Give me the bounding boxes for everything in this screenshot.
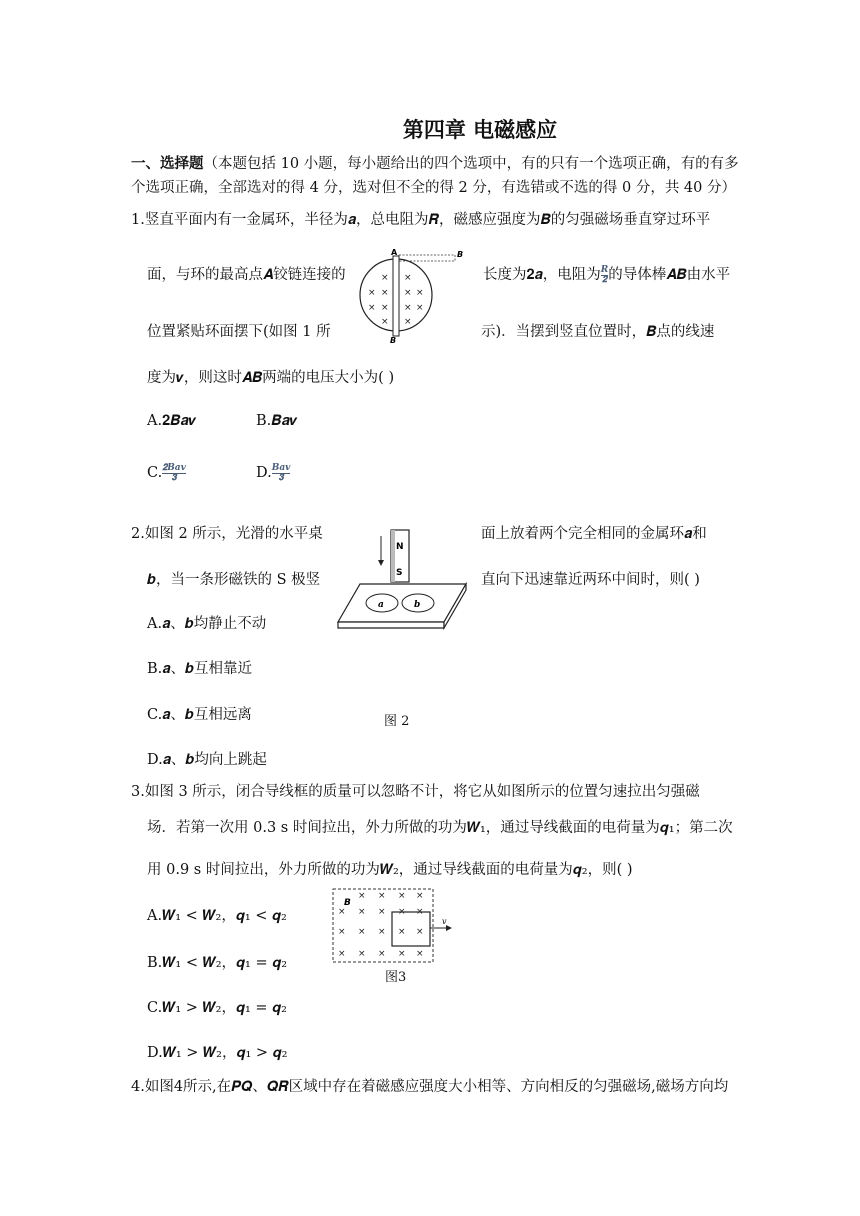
svg-text:×: × [398, 949, 406, 959]
svg-text:×: × [378, 949, 386, 959]
section-heading: 一、选择题 [131, 156, 204, 172]
section-intro-text1: （本题包括 10 小题，每小题给出的四个选项中，有的只有一个选项正确，有的有多 [203, 156, 739, 172]
svg-text:A: A [391, 248, 398, 257]
svg-text:×: × [368, 288, 376, 298]
svg-text:B: B [390, 336, 397, 345]
svg-text:×: × [338, 927, 346, 937]
svg-text:N: N [396, 542, 404, 552]
svg-text:×: × [416, 927, 424, 937]
q3-line2: 场．若第一次用 0.3 s 时间拉出，外力所做的功为𝑾₁，通过导线截面的电荷量为𝒒₁；第二次 [147, 820, 733, 836]
svg-text:×: × [368, 303, 376, 313]
q2-option-b: B.𝒂、𝒃互相靠近 [147, 661, 252, 677]
svg-text:×: × [416, 907, 424, 917]
q1-line1: 1.竖直平面内有一金属环，半径为𝒂，总电阻为𝑹，磁感应强度为𝑩的匀强磁场垂直穿过环平 [131, 212, 711, 228]
q1-option-a: A.𝟐𝑩𝒂𝒗 [147, 413, 197, 429]
q1-fraction: $\frac{\text{𝑹}}{𝟐}$ [600, 264, 609, 285]
svg-text:S: S [396, 568, 403, 578]
svg-text:×: × [404, 317, 412, 327]
q3-option-a: A.𝑾₁ < 𝑾₂，𝒒₁ < 𝒒₂ [147, 908, 287, 924]
q2-line1-left: 2.如图 2 所示，光滑的水平桌 [131, 526, 323, 542]
svg-text:B: B [344, 898, 351, 908]
svg-text:×: × [358, 949, 366, 959]
figure-2-magnet-and-rings [332, 528, 472, 636]
svg-text:×: × [381, 288, 389, 298]
q2-option-d: D.𝒂、𝒃均向上跳起 [147, 752, 267, 768]
q1-line3-left: 位置紧贴环面摆下(如图 1 所 [147, 324, 331, 340]
q3-option-b: B.𝑾₁ < 𝑾₂，𝒒₁ = 𝒒₂ [147, 955, 288, 971]
svg-text:×: × [338, 907, 346, 917]
q1-line2-right: 长度为𝟐𝒂，电阻为 $\frac{\text{𝑹}}{𝟐}$ 的导体棒𝑨𝑩由水平 [483, 264, 731, 285]
svg-text:×: × [398, 891, 406, 901]
svg-text:×: × [358, 891, 366, 901]
svg-text:×: × [416, 949, 424, 959]
svg-text:×: × [358, 907, 366, 917]
figure-3-field-and-frame [330, 886, 460, 966]
svg-text:×: × [416, 303, 424, 313]
section-intro-line2: 个选项正确，全部选对的得 4 分，选对但不全的得 2 分，有选错或不选的得 0 分，共 40 分） [131, 180, 736, 196]
q1-option-c: C. $\frac{\text{𝟐𝑩𝒂𝒗}}{𝟑}$ [147, 462, 186, 483]
q2-option-a: A.𝒂、𝒃均静止不动 [147, 616, 267, 632]
q3-line1: 3.如图 3 所示，闭合导线框的质量可以忽略不计，将它从如图所示的位置匀速拉出匀强磁 [131, 784, 700, 800]
figure-2-caption: 图 2 [384, 714, 410, 729]
svg-text:×: × [404, 288, 412, 298]
q2-option-c: C.𝒂、𝒃互相远离 [147, 707, 252, 723]
svg-text:B: B [457, 250, 464, 259]
svg-text:×: × [338, 949, 346, 959]
svg-text:×: × [404, 273, 412, 283]
q3-option-d: D.𝑾₁ > 𝑾₂，𝒒₁ > 𝒒₂ [147, 1045, 288, 1061]
svg-text:×: × [378, 927, 386, 937]
figure-3-caption: 图3 [385, 970, 407, 985]
q1-line2-left: 面，与环的最高点𝑨铰链连接的 [147, 267, 346, 283]
svg-text:×: × [381, 317, 389, 327]
svg-text:×: × [358, 927, 366, 937]
q1-line4: 度为𝒗，则这时𝑨𝑩两端的电压大小为( ) [147, 370, 395, 386]
svg-text:b: b [414, 600, 421, 610]
q1-option-b: B.𝑩𝒂𝒗 [256, 413, 298, 429]
svg-text:×: × [378, 891, 386, 901]
svg-text:×: × [381, 303, 389, 313]
q2-line2-left: 𝒃，当一条形磁铁的 S 极竖 [147, 572, 321, 588]
q3-line3: 用 0.9 s 时间拉出，外力所做的功为𝑾₂，通过导线截面的电荷量为𝒒₂，则( ) [147, 862, 633, 878]
figure-1-ring-and-rod [356, 246, 476, 346]
chapter-title: 第四章 电磁感应 [402, 118, 558, 142]
svg-text:×: × [416, 288, 424, 298]
svg-text:v: v [442, 917, 447, 926]
q4-line1: 4.如图4所示,在𝑷𝑸、𝑸𝑹区域中存在着磁感应强度大小相等、方向相反的匀强磁场,磁场方向均 [131, 1079, 729, 1095]
q1-line3-right: 示)．当摆到竖直位置时，𝑩点的线速 [481, 324, 715, 340]
svg-text:×: × [416, 891, 424, 901]
svg-text:×: × [378, 907, 386, 917]
section-intro-line1 [131, 154, 739, 174]
q2-line2-right: 直向下迅速靠近两环中间时，则( ) [481, 572, 700, 588]
svg-text:a: a [378, 600, 384, 610]
svg-text:×: × [398, 907, 406, 917]
svg-text:×: × [398, 927, 406, 937]
svg-text:×: × [381, 273, 389, 283]
svg-text:×: × [404, 303, 412, 313]
q2-line1-right: 面上放着两个完全相同的金属环𝒂和 [481, 526, 707, 542]
q3-option-c: C.𝑾₁ > 𝑾₂，𝒒₁ = 𝒒₂ [147, 1000, 287, 1016]
q1-option-d: D. $\frac{\text{𝑩𝒂𝒗}}{𝟑}$ [256, 462, 291, 483]
